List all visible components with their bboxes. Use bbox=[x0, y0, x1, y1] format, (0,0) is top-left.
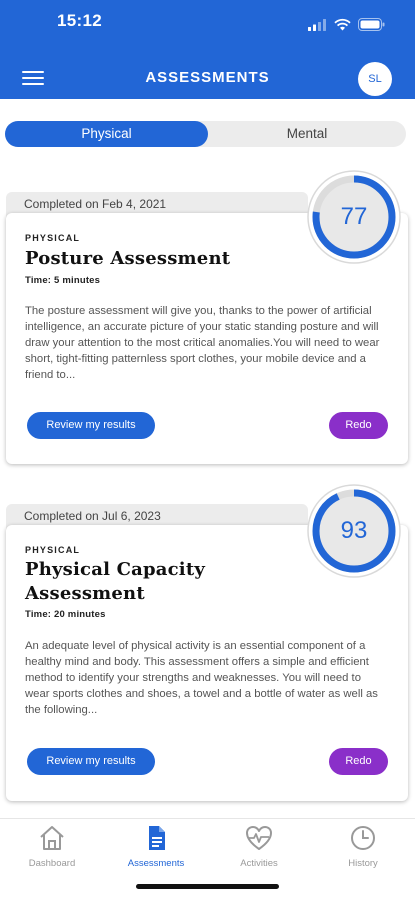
card-category: PHYSICAL bbox=[25, 545, 81, 555]
card-title: Posture Assessment bbox=[25, 248, 231, 269]
clock-icon bbox=[348, 823, 378, 853]
app-header bbox=[0, 0, 415, 99]
nav-label: Assessments bbox=[127, 858, 185, 869]
page-title: ASSESSMENTS bbox=[145, 69, 270, 86]
completed-date: Completed on Feb 4, 2021 bbox=[6, 192, 308, 218]
tab-physical[interactable]: Physical bbox=[5, 121, 208, 147]
card-title: Physical Capacity Assessment bbox=[25, 559, 205, 604]
card-description: An adequate level of physical activity is an essential component of a healthy mind and body. This assessment offers a simple and efficient method to identify your strengths and weaknesses. You will need to wear sports clothes and shoes, a towel and a bottle of water as well as the following... bbox=[25, 640, 378, 716]
nav-label: Activities bbox=[240, 858, 278, 869]
status-time: 15:12 bbox=[57, 11, 102, 30]
nav-label: Dashboard bbox=[28, 858, 76, 869]
document-icon bbox=[141, 823, 171, 853]
status-bar bbox=[0, 0, 415, 44]
score-ring bbox=[306, 169, 402, 265]
battery-icon bbox=[358, 18, 385, 31]
category-tabs bbox=[5, 121, 406, 147]
review-results-button[interactable]: Review my results bbox=[27, 412, 155, 439]
card-duration: Time: 20 minutes bbox=[25, 609, 106, 620]
completed-date: Completed on Jul 6, 2023 bbox=[6, 504, 308, 530]
wifi-icon bbox=[334, 19, 351, 31]
score-ring bbox=[306, 483, 402, 579]
nav-assessments[interactable] bbox=[104, 823, 208, 869]
card-description: The posture assessment will give you, thanks to the power of artificial intelligence, an accurate picture of your static standing posture and will draw your attention to the most critical anomalies.You will need to wear short, tight-fitting patternless sport clothes, your mobile device and a friend to... bbox=[25, 305, 380, 381]
score-value: 77 bbox=[340, 203, 368, 230]
signal-icon bbox=[308, 19, 327, 31]
tab-mental[interactable]: Mental bbox=[286, 126, 328, 141]
redo-button[interactable]: Redo bbox=[329, 748, 388, 775]
nav-dashboard[interactable] bbox=[0, 823, 104, 869]
review-results-button[interactable]: Review my results bbox=[27, 748, 155, 775]
home-indicator bbox=[136, 884, 279, 889]
heart-pulse-icon bbox=[244, 823, 274, 853]
nav-history[interactable] bbox=[311, 823, 415, 869]
nav-activities[interactable] bbox=[207, 823, 311, 869]
nav-label: History bbox=[348, 858, 378, 869]
avatar[interactable]: SL bbox=[358, 62, 392, 96]
home-icon bbox=[37, 823, 67, 853]
card-category: PHYSICAL bbox=[25, 233, 81, 243]
status-icons bbox=[308, 18, 385, 31]
score-value: 93 bbox=[340, 517, 368, 544]
card-duration: Time: 5 minutes bbox=[25, 275, 101, 286]
redo-button[interactable]: Redo bbox=[329, 412, 388, 439]
app-bar bbox=[0, 58, 415, 98]
